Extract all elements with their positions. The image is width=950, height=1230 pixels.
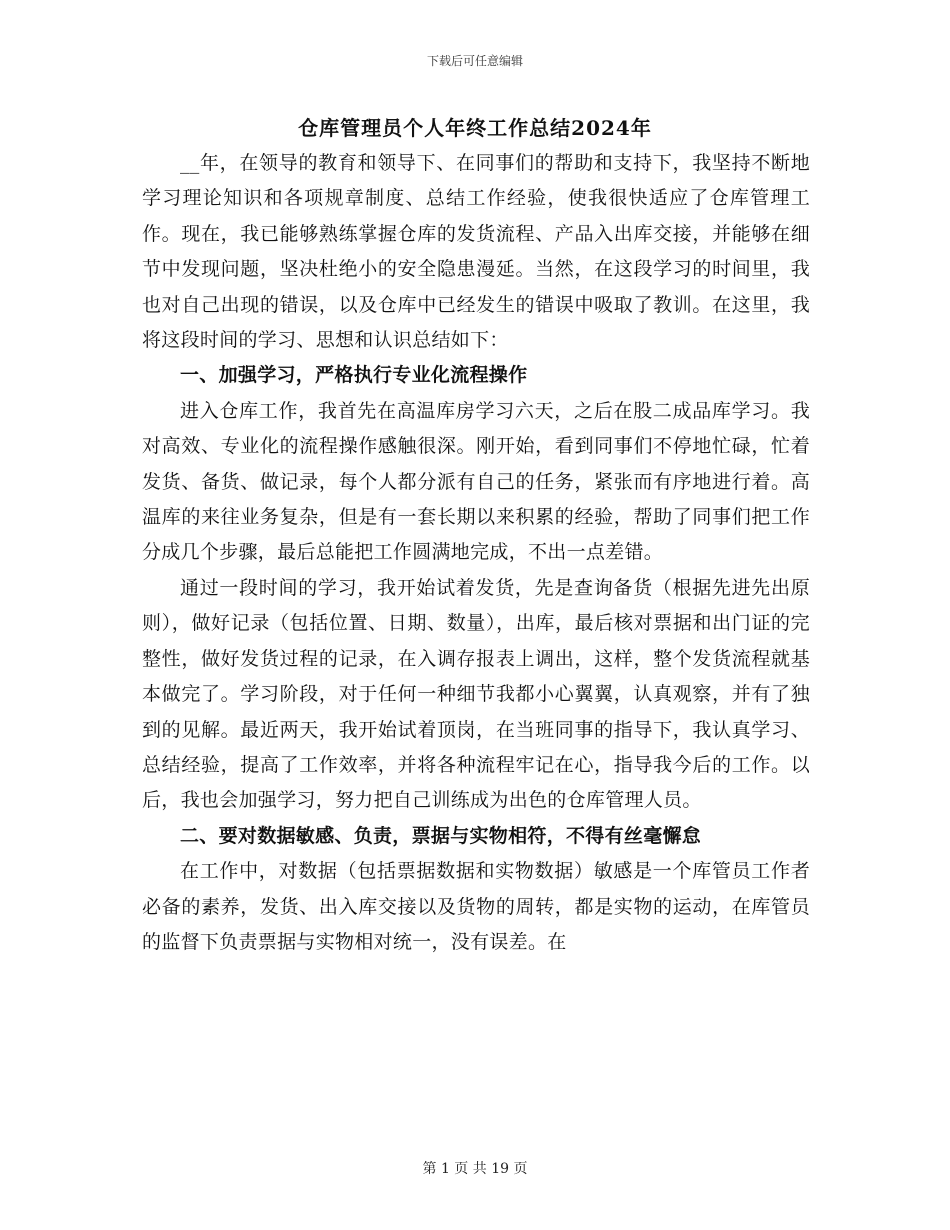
paragraph-section1-a: 进入仓库工作，我首先在高温库房学习六天，之后在股二成品库学习。我对高效、专业化的流程操作感触很深。刚开始，看到同事们不停地忙碌，忙着发货、备货、做记录，每个人都分派有自己的任务，紧张而有序地进行着。高温库的来往业务复杂，但是有一套长期以来积累的经验，帮助了同事们把工作分成几个步骤，最后总能把工作圆满地完成，不出一点差错。 bbox=[142, 399, 810, 564]
header-note: 下载后可任意编辑 bbox=[426, 54, 523, 68]
section-heading-1: 一、加强学习，严格执行专业化流程操作 bbox=[180, 364, 528, 387]
paragraph-section1-b: 通过一段时间的学习，我开始试着发货，先是查询备货（根据先进先出原则），做好记录（包括位置、日期、数量），出库，最后核对票据和出门证的完整性，做好发货过程的记录，在入调存报表上调出，这样，整个发货流程就基本做完了。学习阶段，对于任何一种细节我都小心翼翼，认真观察，并有了独到的见解。最近两天，我开始试着顶岗，在当班同事的指导下，我认真学习、总结经验，提高了工作效率，并将各种流程牢记在心，指导我今后的工作。以后，我也会加强学习，努力把自己训练成为出色的仓库管理人员。 bbox=[142, 576, 810, 812]
document-title: 仓库管理员个人年终工作总结2024年 bbox=[298, 116, 652, 140]
paragraph-section2-a: 在工作中，对数据（包括票据数据和实物数据）敏感是一个库管员工作者必备的素养，发货、出入库交接以及货物的周转，都是实物的运动，在库管员的监督下负责票据与实物相对统一，没有误差。在 bbox=[142, 860, 810, 953]
paragraph-intro: __年，在领导的教育和领导下、在同事们的帮助和支持下，我坚持不断地学习理论知识和各项规章制度、总结工作经验，使我很快适应了仓库管理工作。现在，我已能够熟练掌握仓库的发货流程、产品入出库交接，并能够在细节中发现问题，坚决杜绝小的安全隐患漫延。当然，在这段学习的时间里，我也对自己出现的错误，以及仓库中已经发生的错误中吸取了教训。在这里，我将这段时间的学习、思想和认识总结如下： bbox=[142, 152, 810, 352]
document-body bbox=[142, 146, 810, 960]
page-footer: 第 1 页 共 19 页 bbox=[422, 1161, 528, 1177]
section-heading-2: 二、要对数据敏感、负责，票据与实物相符，不得有丝毫懈怠 bbox=[180, 824, 702, 847]
